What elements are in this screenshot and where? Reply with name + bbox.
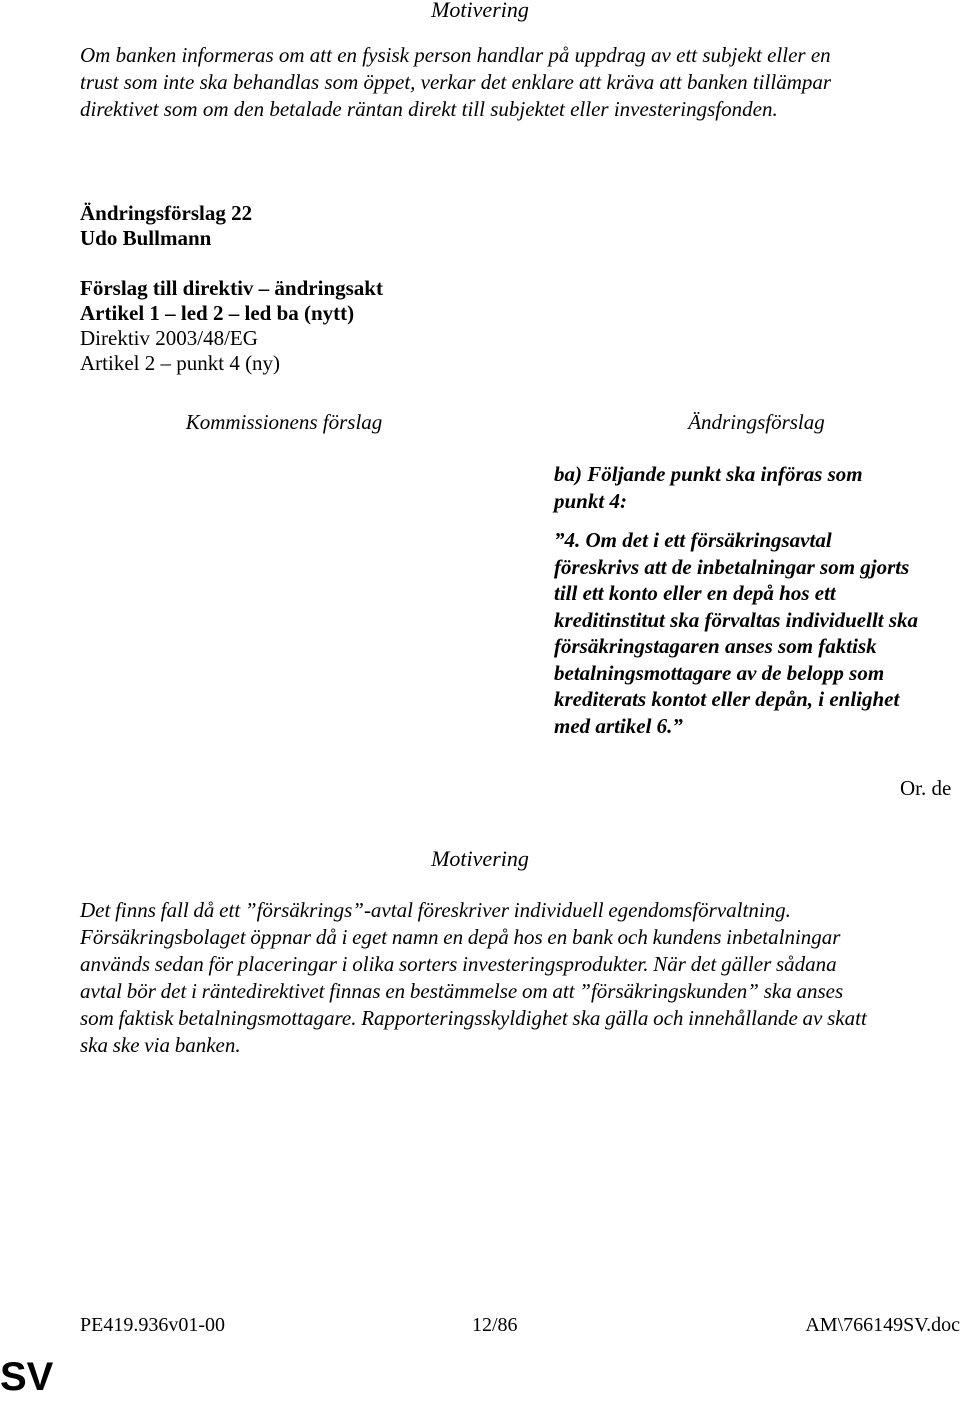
text-line: Det finns fall då ett ”försäkrings”-avtal föreskriver individuell egendomsförvaltning. <box>80 898 791 922</box>
amendment-text-intro <box>554 461 960 514</box>
footer-doc-reference: PE419.936v01-00 <box>80 1314 225 1336</box>
directive-article: Artikel 2 – punkt 4 (ny) <box>80 351 281 375</box>
footer-file-name: AM\766149SV.doc <box>805 1314 960 1336</box>
text-line: med artikel 6.” <box>554 713 683 738</box>
text-line: föreskrivs att de inbetalningar som gjorts <box>554 554 910 579</box>
footer-language-code: SV <box>0 1355 54 1399</box>
article-reference: Artikel 1 – led 2 – led ba (nytt) <box>80 301 355 325</box>
footer-page-number: 12/86 <box>472 1314 518 1336</box>
text-line: används sedan för placeringar i olika sorters investeringsprodukter. När det gäller sådana <box>80 952 837 976</box>
motivering-text-1 <box>80 42 960 123</box>
text-line: krediterats kontot eller depån, i enlighet <box>554 687 900 711</box>
directive-reference: Direktiv 2003/48/EG <box>80 326 258 350</box>
original-language: Or. de <box>900 776 952 800</box>
amendment-text-body <box>554 527 960 739</box>
column-header-commission: Kommissionens förslag <box>185 410 383 434</box>
text-line: försäkringstagaren anses som faktisk <box>554 634 877 658</box>
text-line: ska ske via banken. <box>80 1033 241 1057</box>
text-line: betalningsmottagare av de belopp som <box>554 660 885 685</box>
text-line: avtal bör det i räntedirektivet finnas en bestämmelse om att ”försäkringskunden” ska anses <box>80 979 844 1003</box>
text-line: ”4. Om det i ett försäkringsavtal <box>554 528 832 552</box>
text-line: Om banken informeras om att en fysisk person handlar på uppdrag av ett subjekt eller en <box>80 43 831 67</box>
text-line: Försäkringsbolaget öppnar då i eget namn en depå hos en bank och kundens inbetalningar <box>80 925 841 949</box>
amendment-header <box>80 201 780 376</box>
text-line: punkt 4: <box>554 488 627 513</box>
proposal-type: Förslag till direktiv – ändringsakt <box>80 276 383 300</box>
text-line: direktivet som om den betalade räntan direkt till subjektet eller investeringsfonden. <box>80 97 778 121</box>
text-line: trust som inte ska behandlas som öppet, verkar det enklare att kräva att banken tillämpar <box>80 70 832 94</box>
motivering-heading-2: Motivering <box>431 846 529 871</box>
amendment-number: Ändringsförslag 22 <box>80 201 253 225</box>
motivering-heading-1: Motivering <box>431 0 529 22</box>
text-line: till ett konto eller en depå hos ett <box>554 581 836 605</box>
text-line: ba) Följande punkt ska införas som <box>554 462 863 486</box>
amendment-author: Udo Bullmann <box>80 226 212 250</box>
text-line: som faktisk betalningsmottagare. Rapporteringsskyldighet ska gälla och innehållande av skatt <box>80 1006 867 1030</box>
column-header-amendment: Ändringsförslag <box>688 410 825 434</box>
text-line: kreditinstitut ska förvaltas individuellt ska <box>554 607 919 632</box>
motivering-text-2 <box>80 897 960 1059</box>
